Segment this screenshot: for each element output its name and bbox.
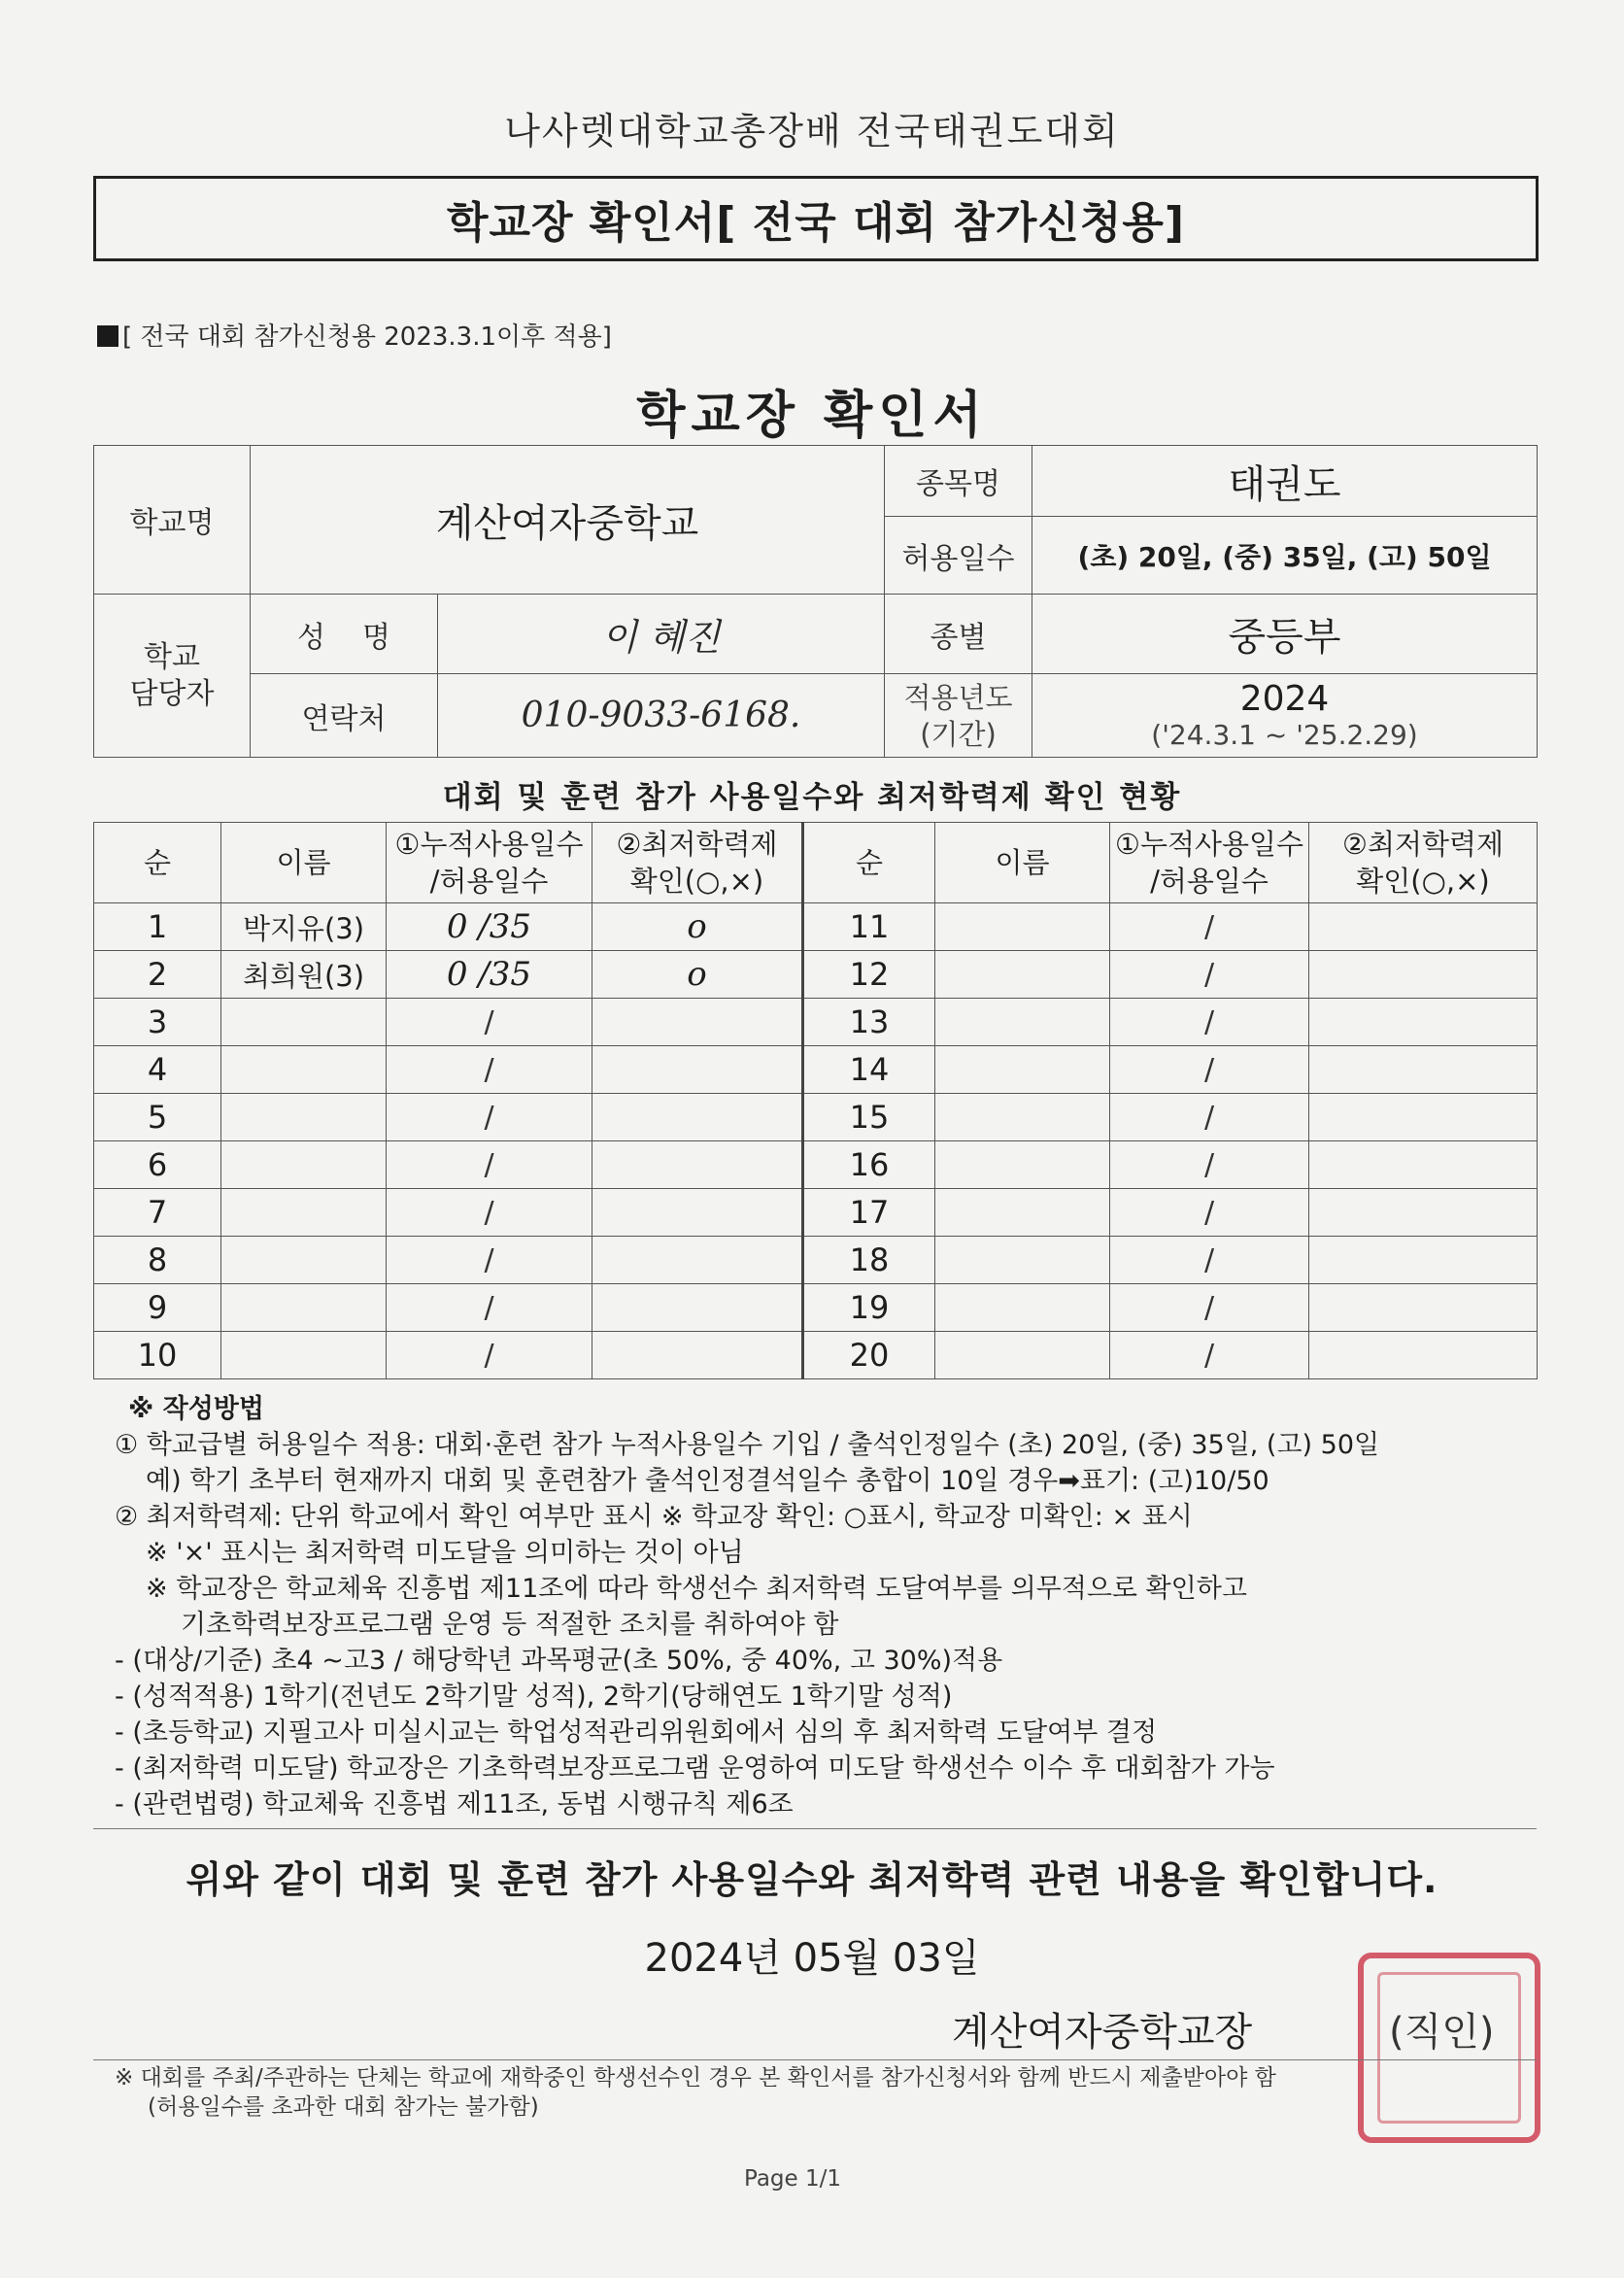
header-days xyxy=(387,823,592,903)
header-min-right xyxy=(1309,823,1538,903)
row-min-right xyxy=(1309,1332,1538,1379)
row-name-right xyxy=(935,951,1110,999)
row-min: o xyxy=(592,951,803,999)
event-value: 태권도 xyxy=(1032,446,1538,517)
header-min-right-line2: 확인(○,×) xyxy=(1356,865,1490,898)
method-line-11: - (관련법령) 학교체육 진흥법 제11조, 동법 시행규칙 제6조 xyxy=(115,1789,794,1819)
row-days: / xyxy=(387,1237,592,1284)
name-label: 성 명 xyxy=(251,595,438,674)
row-min-right xyxy=(1309,1237,1538,1284)
year-label-line2: (기간) xyxy=(920,717,997,751)
event-title: 나사렛대학교총장배 전국태권도대회 xyxy=(504,110,1120,153)
row-name xyxy=(221,1284,387,1332)
row-name xyxy=(221,1046,387,1094)
row-days: 0 /35 xyxy=(387,903,592,951)
row-name-right xyxy=(935,1284,1110,1332)
row-min xyxy=(592,999,803,1046)
row-name-right xyxy=(935,1189,1110,1237)
row-days-right: / xyxy=(1110,999,1309,1046)
manager-label xyxy=(94,595,251,758)
row-name xyxy=(221,999,387,1046)
row-name-right xyxy=(935,999,1110,1046)
header-days-line1: ①누적사용일수 xyxy=(394,828,584,861)
table-row xyxy=(94,1189,1538,1237)
row-days: / xyxy=(387,1046,592,1094)
division-value: 중등부 xyxy=(1032,595,1538,674)
header-days-right-line2: /허용일수 xyxy=(1150,865,1269,898)
section-title: 대회 및 훈련 참가 사용일수와 최저학력제 확인 현황 xyxy=(442,780,1182,815)
row-min xyxy=(592,1094,803,1141)
black-square-icon xyxy=(97,325,118,347)
manager-label-line2: 담당자 xyxy=(129,676,215,711)
row-name xyxy=(221,1237,387,1284)
school-label: 학교명 xyxy=(94,446,251,595)
row-name-right xyxy=(935,1046,1110,1094)
row-days-right: / xyxy=(1110,1284,1309,1332)
row-name-right xyxy=(935,1237,1110,1284)
principal-title: 계산여자중학교장 xyxy=(952,2010,1253,2055)
row-number: 6 xyxy=(94,1141,221,1189)
header-no: 순 xyxy=(94,823,221,903)
row-days-right: / xyxy=(1110,951,1309,999)
contact-label: 연락처 xyxy=(251,674,438,758)
notice-text: [ 전국 대회 참가신청용 2023.3.1이후 적용] xyxy=(122,323,612,352)
row-number-right: 14 xyxy=(803,1046,935,1094)
row-days-right: / xyxy=(1110,1094,1309,1141)
divider-footer xyxy=(93,2059,1537,2060)
row-number: 4 xyxy=(94,1046,221,1094)
table-row xyxy=(94,951,1538,999)
info-table xyxy=(93,445,1538,758)
year-value-cell xyxy=(1032,674,1538,758)
usage-table xyxy=(93,822,1538,1379)
row-min-right xyxy=(1309,1046,1538,1094)
row-number-right: 11 xyxy=(803,903,935,951)
method-line-8: - (성적적용) 1학기(전년도 2학기말 성적), 2학기(당해연도 1학기말 성적) xyxy=(115,1682,953,1712)
row-days: / xyxy=(387,999,592,1046)
form-header-box: 학교장 확인서[ 전국 대회 참가신청용] xyxy=(93,176,1539,261)
footnote xyxy=(115,2063,1533,2122)
row-days: / xyxy=(387,1141,592,1189)
school-value: 계산여자중학교 xyxy=(251,446,885,595)
header-min-line1: ②최저학력제 xyxy=(616,828,778,861)
row-number-right: 18 xyxy=(803,1237,935,1284)
row-name xyxy=(221,1189,387,1237)
row-number: 8 xyxy=(94,1237,221,1284)
row-name: 박지유(3) xyxy=(221,903,387,951)
row-min xyxy=(592,1189,803,1237)
year-range: ('24.3.1 ~ '25.2.29) xyxy=(1151,718,1418,751)
row-number-right: 16 xyxy=(803,1141,935,1189)
row-name-right xyxy=(935,903,1110,951)
row-number-right: 13 xyxy=(803,999,935,1046)
row-min-right xyxy=(1309,1189,1538,1237)
header-days-line2: /허용일수 xyxy=(429,865,549,898)
row-name-right xyxy=(935,1332,1110,1379)
method-line-4: ※ '×' 표시는 최저학력 미도달을 의미하는 것이 아님 xyxy=(146,1538,744,1568)
table-row xyxy=(94,1094,1538,1141)
method-title: ※ 작성방법 xyxy=(128,1394,264,1424)
applicability-notice xyxy=(97,317,612,353)
row-name xyxy=(221,1332,387,1379)
form-title: 학교장 확인서 xyxy=(636,387,988,445)
row-min xyxy=(592,1046,803,1094)
seal-label: (직인) xyxy=(1389,2010,1495,2055)
event-label: 종목명 xyxy=(885,446,1032,517)
year-label xyxy=(885,674,1032,758)
row-number: 3 xyxy=(94,999,221,1046)
header-no-right: 순 xyxy=(803,823,935,903)
method-line-2: 예) 학기 초부터 현재까지 대회 및 훈련참가 출석인정결석일수 총합이 10일 경우➡표기: (고)10/50 xyxy=(146,1466,1269,1496)
row-min xyxy=(592,1332,803,1379)
page-number: Page 1/1 xyxy=(743,2166,841,2192)
confirmation-statement: 위와 같이 대회 및 훈련 참가 사용일수와 최저학력 관련 내용을 확인합니다. xyxy=(186,1858,1438,1901)
method-line-5: ※ 학교장은 학교체육 진흥법 제11조에 따라 학생선수 최저학력 도달여부를 의무적으로 확인하고 xyxy=(146,1574,1247,1604)
table-row xyxy=(94,903,1538,951)
method-line-1: ① 학교급별 허용일수 적용: 대회·훈련 참가 누적사용일수 기입 / 출석인정일수 (초) 20일, (중) 35일, (고) 50일 xyxy=(115,1430,1380,1460)
row-name xyxy=(221,1141,387,1189)
row-days-right: / xyxy=(1110,903,1309,951)
method-line-3: ② 최저학력제: 단위 학교에서 확인 여부만 표시 ※ 학교장 확인: ○표시, 학교장 미확인: × 표시 xyxy=(115,1502,1193,1532)
row-min-right xyxy=(1309,1284,1538,1332)
method-line-6: 기초학력보장프로그램 운영 등 적절한 조치를 취하여야 함 xyxy=(181,1610,839,1640)
row-min: o xyxy=(592,903,803,951)
table-row xyxy=(94,1237,1538,1284)
method-line-9: - (초등학교) 지필고사 미실시교는 학업성적관리위원회에서 심의 후 최저학력 도달여부 결정 xyxy=(115,1717,1158,1748)
row-number-right: 19 xyxy=(803,1284,935,1332)
footnote-line-2: (허용일수를 초과한 대회 참가는 불가함) xyxy=(148,2094,539,2120)
method-line-10: - (최저학력 미도달) 학교장은 기초학력보장프로그램 운영하여 미도달 학생선수 이수 후 대회참가 가능 xyxy=(115,1753,1275,1784)
year-label-line1: 적용년도 xyxy=(903,680,1013,714)
header-min xyxy=(592,823,803,903)
division-label: 종별 xyxy=(885,595,1032,674)
row-min-right xyxy=(1309,999,1538,1046)
row-number-right: 20 xyxy=(803,1332,935,1379)
table-header-row xyxy=(94,823,1538,903)
row-number: 1 xyxy=(94,903,221,951)
row-min xyxy=(592,1284,803,1332)
row-days: / xyxy=(387,1284,592,1332)
allowed-days-label: 허용일수 xyxy=(885,517,1032,595)
row-days-right: / xyxy=(1110,1237,1309,1284)
header-name-right: 이름 xyxy=(935,823,1110,903)
header-days-right-line1: ①누적사용일수 xyxy=(1114,828,1304,861)
row-days-right: / xyxy=(1110,1141,1309,1189)
row-days-right: / xyxy=(1110,1046,1309,1094)
header-min-right-line1: ②최저학력제 xyxy=(1341,828,1505,861)
row-number-right: 15 xyxy=(803,1094,935,1141)
table-row xyxy=(94,1046,1538,1094)
row-name xyxy=(221,1094,387,1141)
year-value: 2024 xyxy=(1239,678,1330,719)
row-number: 2 xyxy=(94,951,221,999)
contact-value: 010-9033-6168. xyxy=(438,674,885,758)
row-number: 10 xyxy=(94,1332,221,1379)
divider xyxy=(93,1828,1537,1829)
manager-label-line1: 학교 xyxy=(144,639,200,674)
row-number: 7 xyxy=(94,1189,221,1237)
row-min-right xyxy=(1309,1094,1538,1141)
row-number: 5 xyxy=(94,1094,221,1141)
header-min-line2: 확인(○,×) xyxy=(629,865,764,898)
row-name: 최희원(3) xyxy=(221,951,387,999)
manager-name-value: 이 혜진 xyxy=(438,595,885,674)
row-name-right xyxy=(935,1094,1110,1141)
allowed-days-value: (초) 20일, (중) 35일, (고) 50일 xyxy=(1032,517,1538,595)
row-days: / xyxy=(387,1189,592,1237)
row-number-right: 12 xyxy=(803,951,935,999)
row-min-right xyxy=(1309,903,1538,951)
row-min xyxy=(592,1141,803,1189)
footnote-line-1: ※ 대회를 주최/주관하는 단체는 학교에 재학중인 학생선수인 경우 본 확인서를 참가신청서와 함께 반드시 제출받아야 함 xyxy=(115,2065,1276,2091)
row-days: / xyxy=(387,1332,592,1379)
issue-date: 2024년 05월 03일 xyxy=(644,1936,980,1981)
header-days-right xyxy=(1110,823,1309,903)
row-min-right xyxy=(1309,951,1538,999)
table-row xyxy=(94,1141,1538,1189)
table-row xyxy=(94,1284,1538,1332)
row-days-right: / xyxy=(1110,1189,1309,1237)
row-days-right: / xyxy=(1110,1332,1309,1379)
row-min xyxy=(592,1237,803,1284)
row-name-right xyxy=(935,1141,1110,1189)
row-days: 0 /35 xyxy=(387,951,592,999)
row-min-right xyxy=(1309,1141,1538,1189)
row-number: 9 xyxy=(94,1284,221,1332)
writing-method xyxy=(115,1391,1542,1822)
header-name: 이름 xyxy=(221,823,387,903)
table-row xyxy=(94,999,1538,1046)
row-number-right: 17 xyxy=(803,1189,935,1237)
method-line-7: - (대상/기준) 초4 ~고3 / 해당학년 과목평균(초 50%, 중 40%, 고 30%)적용 xyxy=(115,1646,1003,1676)
row-days: / xyxy=(387,1094,592,1141)
table-row xyxy=(94,1332,1538,1379)
